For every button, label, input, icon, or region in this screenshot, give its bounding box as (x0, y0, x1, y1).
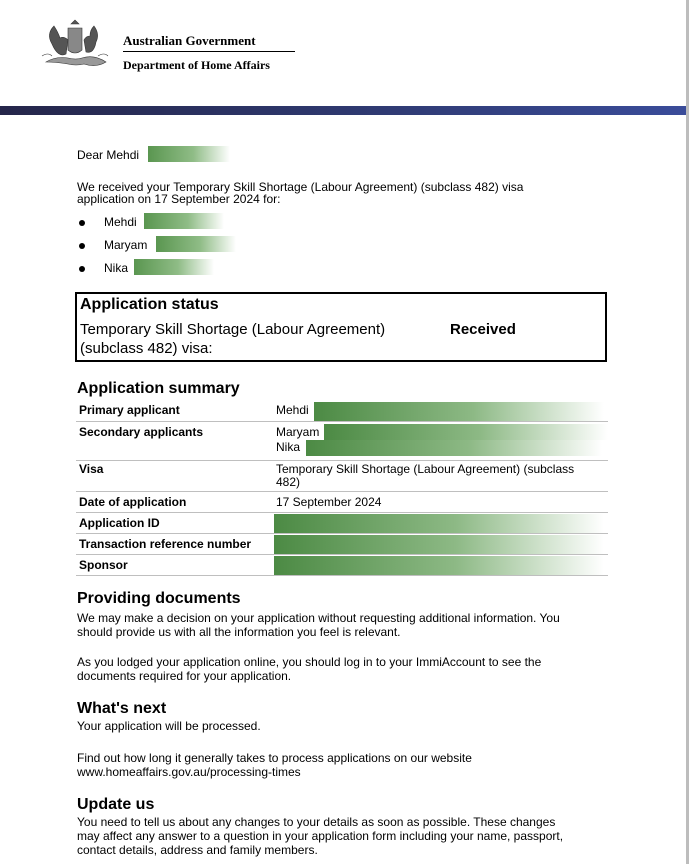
providing-p2-line-1: As you lodged your application online, you should log in to your ImmiAccount to see the (77, 655, 542, 669)
table-row (76, 461, 608, 492)
status-visa-line-1: Temporary Skill Shortage (Labour Agreement) (80, 321, 386, 338)
whats-next-heading: What's next (77, 700, 167, 717)
redaction-block (306, 440, 602, 456)
intro-line-1: We received your Temporary Skill Shortage (Labour Agreement) (subclass 482) visa (77, 180, 524, 194)
update-us-heading: Update us (77, 796, 155, 813)
date-of-application-value: 17 September 2024 (276, 495, 382, 509)
processing-times-link[interactable]: www.homeaffairs.gov.au/processing-times (77, 765, 301, 779)
applicant-name: Maryam (104, 238, 148, 252)
table-row (76, 555, 608, 576)
redaction-block (156, 236, 236, 252)
providing-p2-line-2: documents required for your application. (77, 669, 292, 683)
table-row (76, 401, 608, 422)
bullet (79, 220, 85, 226)
secondary-applicant-value: Maryam (276, 425, 320, 439)
government-name: Australian Government (123, 33, 256, 48)
applicant-name: Mehdi (104, 215, 137, 229)
redaction-block (314, 402, 604, 421)
table-row (76, 513, 608, 534)
applicant-name: Nika (104, 261, 129, 275)
letterhead (0, 0, 689, 106)
table-row (76, 422, 608, 461)
update-line-3: contact details, address and family members. (77, 843, 318, 857)
coat-of-arms-icon (38, 14, 112, 74)
whats-next-line-1: Your application will be processed. (77, 719, 261, 733)
redaction-block (324, 424, 608, 440)
sponsor-label: Sponsor (79, 558, 128, 572)
redaction-block (274, 535, 604, 554)
summary-heading: Application summary (77, 380, 240, 397)
secondary-applicants-label: Secondary applicants (79, 425, 204, 439)
update-line-1: You need to tell us about any changes to your details as soon as possible. These changes (77, 815, 556, 829)
redaction-block (134, 259, 214, 275)
redaction-block (148, 146, 230, 162)
secondary-applicant-value: Nika (276, 440, 301, 454)
date-of-application-label: Date of application (79, 495, 187, 509)
table-row (76, 534, 608, 555)
providing-p1-line-1: We may make a decision on your application without requesting additional information. You (77, 611, 560, 625)
primary-applicant-label: Primary applicant (79, 403, 180, 417)
visa-label: Visa (79, 462, 104, 476)
update-line-2: may affect any answer to a question in your application form including your name, passport, (77, 829, 564, 843)
status-value: Received (450, 321, 516, 338)
whats-next-line-2: Find out how long it generally takes to process applications on our website (77, 751, 472, 765)
salutation: Dear Mehdi (77, 148, 140, 162)
table-row (76, 492, 608, 513)
status-visa-line-2: (subclass 482) visa: (80, 340, 213, 357)
redaction-block (144, 213, 224, 229)
intro-line-2: application on 17 September 2024 for: (77, 192, 281, 206)
department-name: Department of Home Affairs (123, 58, 270, 72)
providing-documents-heading: Providing documents (77, 590, 241, 607)
bullet (79, 266, 85, 272)
bullet (79, 243, 85, 249)
header-divider (123, 51, 295, 52)
visa-value-line-1: Temporary Skill Shortage (Labour Agreement) (subclass (276, 462, 575, 476)
visa-value-line-2: 482) (276, 475, 301, 489)
providing-p1-line-2: should provide us with all the information you feel is relevant. (77, 625, 401, 639)
header-band (0, 106, 689, 115)
transaction-reference-label: Transaction reference number (79, 537, 252, 551)
application-id-label: Application ID (79, 516, 160, 530)
redaction-block (274, 514, 604, 533)
redaction-block (274, 556, 604, 575)
application-status-box (75, 292, 607, 362)
primary-applicant-value: Mehdi (276, 403, 309, 417)
status-heading: Application status (80, 296, 219, 313)
